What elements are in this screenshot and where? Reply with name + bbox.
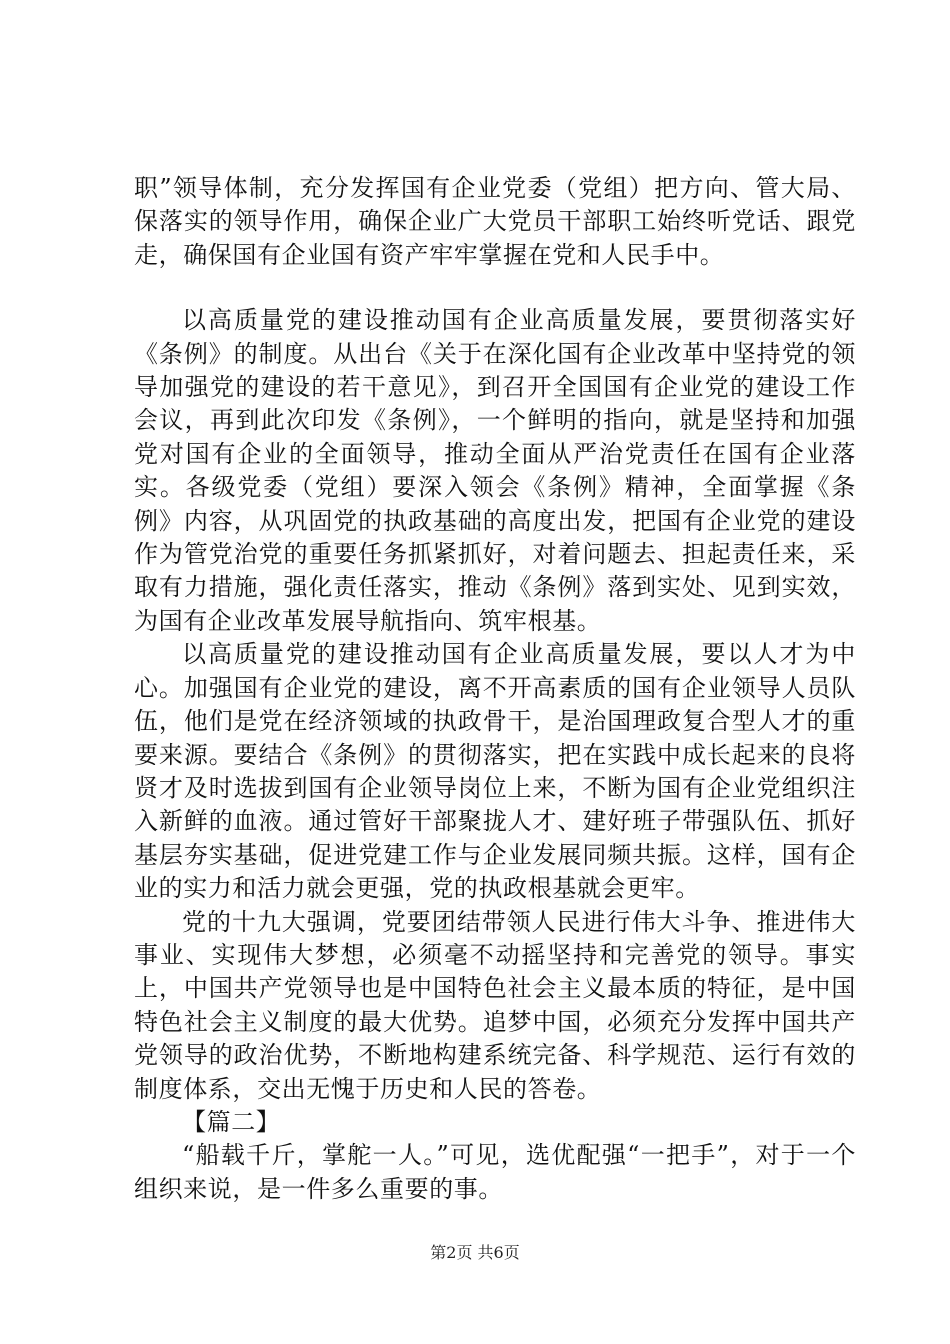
paragraph-nineteenth-congress: 党的十九大强调，党要团结带领人民进行伟大斗争、推进伟大事业、实现伟大梦想，必须毫不动摇坚持和完善党的领导。事实上，中国共产党领导也是中国特色社会主义最本质的特征，是中国特色社会主义制度的最大优势。追梦中国，必须充分发挥中国共产党领导的政治优势，不断地构建系统完备、科学规范、运行有效的制度体系，交出无愧于历史和人民的答卷。 [134,907,856,1103]
paragraph-section-two-intro: “船载千斤，掌舵一人。”可见，选优配强“一把手”，对于一个组织来说，是一件多么重要的事。 [134,1141,856,1203]
paragraph-talent: 以高质量党的建设推动国有企业高质量发展，要以人才为中心。加强国有企业党的建设，离不开高素质的国有企业领导人员队伍，他们是党在经济领域的执政骨干，是治国理政复合型人才的重要来源。要结合《条例》的贯彻落实，把在实践中成长起来的良将贤才及时选拔到国有企业领导岗位上来，不断为国有企业党组织注入新鲜的血液。通过管好干部聚拢人才、建好班子带强队伍、抓好基层夯实基础，促进党建工作与企业发展同频共振。这样，国有企业的实力和活力就会更强，党的执政根基就会更牢。 [134,640,856,903]
paragraph-regulations: 以高质量党的建设推动国有企业高质量发展，要贯彻落实好《条例》的制度。从出台《关于在深化国有企业改革中坚持党的领导加强党的建设的若干意见》，到召开全国国有企业党的建设工作会议，再到此次印发《条例》，一个鲜明的指向，就是坚持和加强党对国有企业的全面领导，推动全面从严治党责任在国有企业落实。各级党委（党组）要深入领会《条例》精神，全面掌握《条例》内容，从巩固党的执政基础的高度出发，把国有企业党的建设作为管党治党的重要任务抓紧抓好，对着问题去、担起责任来，采取有力措施，强化责任落实，推动《条例》落到实处、见到实效，为国有企业改革发展导航指向、筑牢根基。 [134,306,856,635]
page-number-footer: 第2页 共6页 [430,1243,520,1262]
document-body [134,172,856,1206]
paragraph-continuation: 职”领导体制，充分发挥国有企业党委（党组）把方向、管大局、保落实的领导作用，确保企业广大党员干部职工始终听党话、跟党走，确保国有企业国有资产牢牢掌握在党和人民手中。 [134,174,856,269]
section-title: 【篇二】 [182,1107,281,1136]
